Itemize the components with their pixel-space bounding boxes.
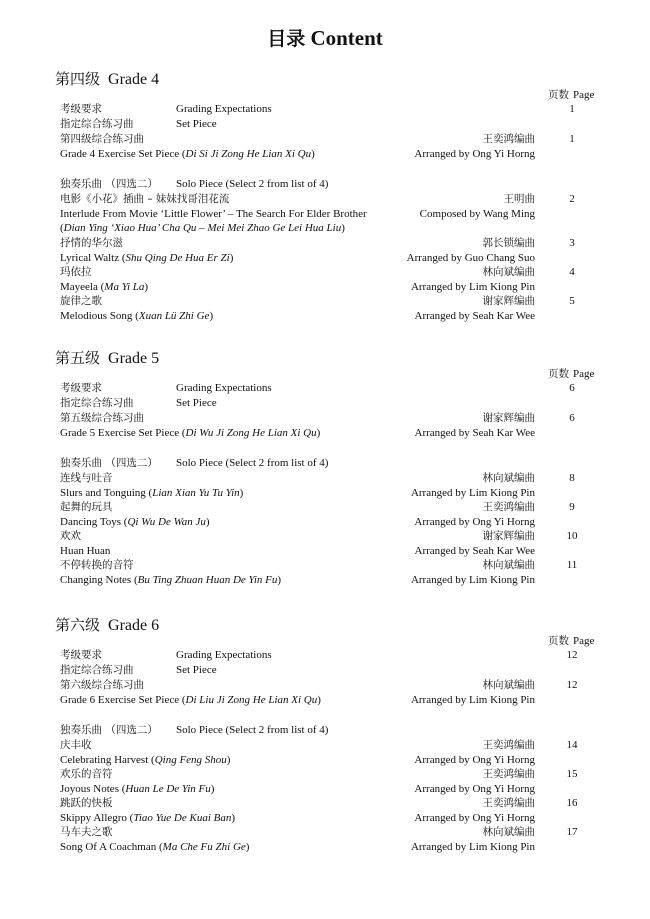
page-column-header (548, 87, 594, 102)
credit-zh: 林向斌编曲 (482, 679, 535, 691)
label-en: Set Piece (176, 664, 217, 676)
page-number: 1 (569, 103, 575, 115)
toc-entry-set-piece-en (0, 693, 650, 708)
toc-entry-solo-en (0, 486, 650, 501)
entry-title-zh: 庆丰收 (60, 739, 92, 751)
toc-entry-solo[interactable] (0, 825, 650, 840)
label-en: Solo Piece (Select 2 from list of 4) (176, 178, 329, 190)
page-number: 14 (566, 739, 578, 751)
entry-title-en: Grade 5 Exercise Set Piece ( (60, 427, 186, 439)
page-number: 9 (569, 501, 575, 513)
toc-entry-set-piece[interactable] (0, 678, 650, 693)
credit-zh: 王奕鸿编曲 (482, 739, 535, 751)
page-col-zh: 页数 (548, 368, 569, 380)
entry-title-en: Lyrical Waltz ( (60, 252, 126, 264)
entry-title-en: Grading Expectations (176, 382, 272, 394)
label-en: Set Piece (176, 118, 217, 130)
entry-title-pinyin: Qi Wu De Wan Ju (127, 516, 206, 528)
entry-title-pinyin: Di Liu Ji Zong He Lian Xi Qu (185, 694, 318, 706)
toc-entry-solo[interactable] (0, 738, 650, 753)
entry-title-en: Celebrating Harvest ( (60, 754, 155, 766)
entry-title-en: Skippy Allegro ( (60, 812, 134, 824)
entry-title-en: Mayeela ( (60, 281, 105, 293)
credit-zh: 王奕鸿编曲 (482, 797, 535, 809)
paren-close: ) (205, 516, 210, 528)
page-number: 8 (569, 472, 575, 484)
toc-entry-set-piece[interactable] (0, 411, 650, 426)
credit-en: Arranged by Ong Yi Horng (414, 516, 535, 528)
toc-entry-grading[interactable] (0, 381, 650, 396)
entry-title-en: Grading Expectations (176, 103, 272, 115)
label-en: Solo Piece (Select 2 from list of 4) (176, 457, 329, 469)
credit-zh: 王奕鸿编曲 (482, 768, 535, 780)
section-heading (55, 614, 159, 635)
paren-close: ) (316, 427, 321, 439)
toc-entry-solo-en (0, 251, 650, 266)
entry-title-zh: 跳跃的快板 (60, 797, 113, 809)
entry-title-pinyin: Lian Xian Yu Tu Yin (152, 487, 240, 499)
toc-entry-solo[interactable] (0, 294, 650, 309)
paren-close: ) (144, 281, 149, 293)
toc-entry-set-piece[interactable] (0, 132, 650, 147)
label-zh: 指定综合练习曲 (60, 397, 134, 409)
toc-entry-solo-en (0, 811, 650, 826)
credit-zh: 谢家辉编曲 (482, 530, 535, 542)
credit-zh: 林向斌编曲 (482, 559, 535, 571)
toc-entry-solo[interactable] (0, 265, 650, 280)
paren-close: ) (311, 148, 315, 160)
toc-entry-set-piece-en (0, 426, 650, 441)
page-number: 5 (569, 295, 575, 307)
entry-title-zh: 第五级综合练习曲 (60, 412, 144, 424)
paren-close: ) (210, 783, 215, 795)
section-heading (55, 347, 159, 368)
page-col-zh: 页数 (548, 89, 569, 101)
credit-en: Arranged by Lim Kiong Pin (410, 487, 535, 499)
toc-entry-solo-en (0, 207, 650, 222)
toc-entry-solo[interactable] (0, 236, 650, 251)
paren-close: ) (245, 841, 250, 853)
page-number: 12 (566, 679, 578, 691)
credit-en: Arranged by Ong Yi Horng (414, 812, 535, 824)
section-heading-en: Grade 4 (108, 71, 160, 88)
toc-entry-solo-en (0, 573, 650, 588)
section-heading-en: Grade 5 (108, 350, 160, 367)
toc-label-solo (0, 177, 650, 192)
credit-zh: 王奕鸿编曲 (482, 501, 535, 513)
paren-close: ) (317, 694, 321, 706)
credit-en: Arranged by Lim Kiong Pin (410, 694, 535, 706)
paren-close: ) (239, 487, 244, 499)
paren-close: ) (277, 574, 282, 586)
entry-title-en: Grading Expectations (176, 649, 272, 661)
label-en: Set Piece (176, 397, 217, 409)
toc-label-set-piece (0, 117, 650, 132)
page-number: 1 (569, 133, 575, 145)
entry-title-en: Joyous Notes ( (60, 783, 126, 795)
toc-entry-solo[interactable] (0, 192, 650, 207)
entry-title-zh: 电影《小花》插曲 – 妹妹找哥泪花流 (60, 193, 230, 205)
toc-label-solo (0, 723, 650, 738)
page-col-zh: 页数 (548, 635, 569, 647)
entry-title-zh: 考级要求 (60, 649, 102, 661)
page-number: 6 (569, 382, 575, 394)
credit-zh: 谢家辉编曲 (482, 295, 535, 307)
entry-title-zh: 抒情的华尔滋 (60, 237, 123, 249)
credit-zh: 林向斌编曲 (482, 826, 535, 838)
section-heading-zh: 第四级 (55, 70, 101, 88)
credit-zh: 郭长锁编曲 (482, 237, 535, 249)
entry-title-en: Grade 4 Exercise Set Piece ( (60, 148, 186, 160)
toc-entry-grading[interactable] (0, 102, 650, 117)
toc-entry-grading[interactable] (0, 648, 650, 663)
credit-en: Arranged by Ong Yi Horng (414, 148, 535, 160)
entry-title-en: Changing Notes ( (60, 574, 138, 586)
credit-zh: 林向斌编曲 (482, 266, 535, 278)
entry-title-en: Melodious Song ( (60, 310, 139, 322)
page-number: 17 (566, 826, 578, 838)
credit-zh: 王奕鸿编曲 (482, 133, 535, 145)
page-number: 10 (566, 530, 578, 542)
entry-title-zh: 欢乐的音符 (60, 768, 113, 780)
toc-entry-solo[interactable] (0, 500, 650, 515)
page-number: 11 (566, 559, 578, 571)
entry-title-zh: 马车夫之歌 (60, 826, 113, 838)
label-zh: 独奏乐曲 （四选二） (60, 178, 158, 190)
label-zh: 指定综合练习曲 (60, 664, 134, 676)
toc-label-set-piece (0, 396, 650, 411)
page-col-en: Page (573, 89, 595, 101)
paren-close: ) (341, 222, 345, 234)
paren-close: ) (229, 252, 234, 264)
entry-title-pinyin: Qing Feng Shou (154, 754, 227, 766)
entry-title-zh: 连线与吐音 (60, 472, 113, 484)
toc-entry-solo-en (0, 840, 650, 855)
entry-title-zh: 不停转换的音符 (60, 559, 134, 571)
title-en: Content (310, 26, 383, 50)
entry-title-zh: 第四级综合练习曲 (60, 133, 144, 145)
page-number: 6 (569, 412, 575, 424)
toc-entry-solo[interactable] (0, 471, 650, 486)
toc-entry-solo-en (0, 544, 650, 559)
label-zh: 独奏乐曲 （四选二） (60, 724, 158, 736)
entry-title-en: Dancing Toys ( (60, 516, 128, 528)
page-number: 12 (566, 649, 578, 661)
credit-en: Arranged by Lim Kiong Pin (410, 281, 535, 293)
toc-entry-set-piece-en (0, 147, 650, 162)
entry-title-zh: 考级要求 (60, 382, 102, 394)
paren-close: ) (226, 754, 231, 766)
page-col-en: Page (573, 635, 595, 647)
entry-title-zh: 第六级综合练习曲 (60, 679, 144, 691)
toc-label-solo (0, 456, 650, 471)
entry-title-pinyin: Ma Yi La (104, 281, 145, 293)
toc-entry-solo[interactable] (0, 529, 650, 544)
paren-close: ) (209, 310, 214, 322)
toc-entry-solo-en (0, 280, 650, 295)
page-number: 16 (566, 797, 578, 809)
entry-title-pinyin: Di Si Ji Zong He Lian Xi Qu (185, 148, 312, 160)
entry-title-pinyin: Ma Che Fu Zhi Ge (162, 841, 246, 853)
entry-title-pinyin: Di Wu Ji Zong He Lian Xi Qu (185, 427, 317, 439)
page-number: 3 (569, 237, 575, 249)
entry-title-pinyin: Dian Ying ‘Xiao Hua’ Cha Qu – Mei Mei Zhao Ge Lei Hua Liu (63, 222, 342, 234)
toc-entry-solo-en (0, 782, 650, 797)
toc-entry-solo-en-line2 (0, 221, 650, 236)
entry-title-en: Huan Huan (60, 545, 111, 557)
paren-close: ) (231, 812, 236, 824)
credit-zh: 林向斌编曲 (482, 472, 535, 484)
section-heading-zh: 第五级 (55, 349, 101, 367)
credit-en: Arranged by Seah Kar Wee (414, 427, 535, 439)
credit-en: Arranged by Ong Yi Horng (414, 754, 535, 766)
entry-title-en: Slurs and Tonguing ( (60, 487, 153, 499)
page-column-header (548, 366, 594, 381)
page-column-header (548, 633, 594, 648)
toc-entry-solo[interactable] (0, 796, 650, 811)
label-zh: 独奏乐曲 （四选二） (60, 457, 158, 469)
label-zh: 指定综合练习曲 (60, 118, 134, 130)
entry-title-pinyin: Huan Le De Yin Fu (125, 783, 211, 795)
entry-title-zh: 欢欢 (60, 530, 81, 542)
entry-title-pinyin: Xuan Lü Zhi Ge (138, 310, 210, 322)
toc-entry-solo-en (0, 309, 650, 324)
entry-title-pinyin: Shu Qing De Hua Er Zi (125, 252, 230, 264)
entry-title-pinyin: Bu Ting Zhuan Huan De Yin Fu (137, 574, 278, 586)
section-heading-en: Grade 6 (108, 617, 160, 634)
label-en: Solo Piece (Select 2 from list of 4) (176, 724, 329, 736)
credit-zh: 谢家辉编曲 (482, 412, 535, 424)
credit-en: Arranged by Lim Kiong Pin (410, 574, 535, 586)
entry-title-pinyin: Tiao Yue De Kuai Ban (133, 812, 232, 824)
page-number: 15 (566, 768, 578, 780)
credit-en: Arranged by Seah Kar Wee (414, 310, 535, 322)
section-heading-zh: 第六级 (55, 616, 101, 634)
entry-title-zh: 玛依拉 (60, 266, 92, 278)
entry-title-en: Grade 6 Exercise Set Piece ( (60, 694, 186, 706)
credit-en: Arranged by Ong Yi Horng (414, 783, 535, 795)
page-number: 4 (569, 266, 575, 278)
credit-en: Arranged by Seah Kar Wee (414, 545, 535, 557)
entry-title-zh: 旋律之歌 (60, 295, 102, 307)
entry-title-zh: 考级要求 (60, 103, 102, 115)
title-zh: 目录 (267, 28, 306, 50)
toc-entry-solo-en (0, 753, 650, 768)
credit-zh: 王明曲 (503, 193, 535, 205)
credit-en: Arranged by Guo Chang Suo (406, 252, 535, 264)
credit-en: Arranged by Lim Kiong Pin (410, 841, 535, 853)
toc-entry-solo[interactable] (0, 767, 650, 782)
paren-open: ( (60, 222, 64, 234)
page-number: 2 (569, 193, 575, 205)
toc-entry-solo[interactable] (0, 558, 650, 573)
page-title (0, 24, 650, 51)
entry-title-zh: 起舞的玩具 (60, 501, 113, 513)
entry-title-en: Interlude From Movie ‘Little Flower’ – The Search For Elder Brother (60, 208, 367, 220)
page-col-en: Page (573, 368, 595, 380)
toc-label-set-piece (0, 663, 650, 678)
credit-en: Composed by Wang Ming (419, 208, 535, 220)
entry-title-en: Song Of A Coachman ( (60, 841, 163, 853)
toc-entry-solo-en (0, 515, 650, 530)
section-heading (55, 68, 159, 89)
